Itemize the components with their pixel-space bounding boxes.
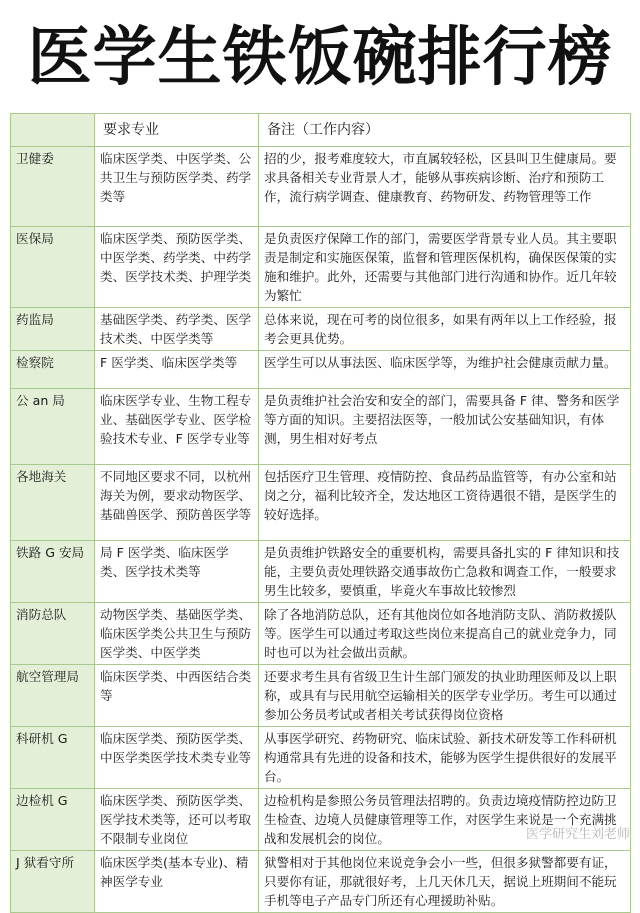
- dept-cell: 检察院: [11, 351, 95, 389]
- table-row: [11, 465, 631, 541]
- major-cell: 临床医学类(基本专业)、精神医学专业: [95, 851, 259, 913]
- career-table: [10, 113, 631, 913]
- table-row: [11, 665, 631, 727]
- major-cell: 动物医学类、基础医学类、临床医学类公共卫生与预防医学类、中医学类: [95, 603, 259, 665]
- table-row: [11, 308, 631, 351]
- major-cell: 临床医学类、预防医学类、中医学类医学技术类专业等: [95, 727, 259, 789]
- table-row: [11, 603, 631, 665]
- dept-cell: 边检机 G: [11, 789, 95, 851]
- header-major: 要求专业: [95, 114, 259, 147]
- major-cell: 临床医学类、预防医学类、医学技术类等，还可以考取不限制专业岗位: [95, 789, 259, 851]
- major-cell: 临床医学专业、生物工程专业、基础医学专业、医学检验技术专业、F 医学专业等: [95, 389, 259, 465]
- note-cell: 医学生可以从事法医、临床医学等，为维护社会健康贡献力量。: [259, 351, 631, 389]
- note-cell: 是负责维护社会治安和安全的部门，需要具备 F 律、警务和医学等方面的知识。主要招法医等，一般加试公安基础知识，有体测，男生相对好考点: [259, 389, 631, 465]
- table-row: [11, 351, 631, 389]
- dept-cell: 公 an 局: [11, 389, 95, 465]
- dept-cell: 卫健委: [11, 147, 95, 227]
- note-cell: 招的少，报考难度较大，市直属较轻松，区县叫卫生健康局。要求具备相关专业背景人才，能够从事疾病诊断、治疗和预防工作，流行病学调查、健康教育、药物研发、药物管理等工作: [259, 147, 631, 227]
- page-title: 医学生铁饭碗排行榜: [0, 0, 640, 104]
- header-dept: [11, 114, 95, 147]
- note-cell: 是负责医疗保障工作的部门，需要医学背景专业人员。其主要职责是制定和实施医保策，监督和管理医保机构，确保医保策的实施和维护。此外，还需要与其他部门进行沟通和协作。近几年较为繁忙: [259, 227, 631, 308]
- table-row: [11, 147, 631, 227]
- major-cell: F 医学类、临床医学类等: [95, 351, 259, 389]
- note-cell: 包括医疗卫生管理、疫情防控、食品药品监管等，有办公室和站岗之分，福利比较齐全，发达地区工资待遇很不错，是医学生的较好选择。: [259, 465, 631, 541]
- table-row: [11, 851, 631, 913]
- table-header-row: [11, 114, 631, 147]
- note-cell: 总体来说，现在可考的岗位很多，如果有两年以上工作经验，报考会更具优势。: [259, 308, 631, 351]
- dept-cell: 医保局: [11, 227, 95, 308]
- note-cell: 从事医学研究、药物研究、临床试验、新技术研发等工作科研机构通常具有先进的设备和技术，能够为医学生提供很好的发展平台。: [259, 727, 631, 789]
- note-cell: 还要求考生具有省级卫生计生部门颁发的执业助理医师及以上职称，或具有与民用航空运输相关的医学专业学历。考生可以通过参加公务员考试或者相关考试获得岗位资格: [259, 665, 631, 727]
- table-row: [11, 227, 631, 308]
- major-cell: 临床医学类、中西医结合类等: [95, 665, 259, 727]
- note-cell: 狱警相对于其他岗位来说竞争会小一些，但很多狱警都要有证，只要你有证，那就很好考，上几天休几天，据说上班期间不能玩手机等电子产品专门所还有心理援助补贴。: [259, 851, 631, 913]
- dept-cell: J 狱看守所: [11, 851, 95, 913]
- major-cell: 不同地区要求不同，以杭州海关为例，要求动物医学、基础兽医学、预防兽医学等: [95, 465, 259, 541]
- note-cell: 除了各地消防总队，还有其他岗位如各地消防支队、消防救援队等。医学生可以通过考取这些岗位来提高自己的就业竞争力，同时也可以为社会做出贡献。: [259, 603, 631, 665]
- dept-cell: 各地海关: [11, 465, 95, 541]
- major-cell: 临床医学类、预防医学类、中医学类、药学类、中药学类、医学技术类、护理学类: [95, 227, 259, 308]
- dept-cell: 航空管理局: [11, 665, 95, 727]
- note-cell: 边检机构是参照公务员管理法招聘的。负责边境疫情防控边防卫生检查、边境人员健康管理等工作，对医学生来说是一个充满挑战和发展机会的岗位。: [259, 789, 631, 851]
- table-row: [11, 727, 631, 789]
- dept-cell: 铁路 G 安局: [11, 541, 95, 603]
- note-cell: 是负责维护铁路安全的重要机构，需要具备扎实的 F 律知识和技能，主要负责处理铁路交通事故伤亡急救和调查工作，一般要求男生比较多，要慎重，毕竟火车事故比较惨烈: [259, 541, 631, 603]
- major-cell: 局 F 医学类、临床医学类、医学技术类等: [95, 541, 259, 603]
- dept-cell: 科研机 G: [11, 727, 95, 789]
- table-row: [11, 389, 631, 465]
- watermark: 医学研究生刘老师: [526, 823, 630, 842]
- major-cell: 临床医学类、中医学类、公共卫生与预防医学类、药学类等: [95, 147, 259, 227]
- table-row: [11, 541, 631, 603]
- dept-cell: 消防总队: [11, 603, 95, 665]
- dept-cell: 药监局: [11, 308, 95, 351]
- major-cell: 基础医学类、药学类、医学技术类、中医学类等: [95, 308, 259, 351]
- header-note: 备注（工作内容）: [259, 114, 631, 147]
